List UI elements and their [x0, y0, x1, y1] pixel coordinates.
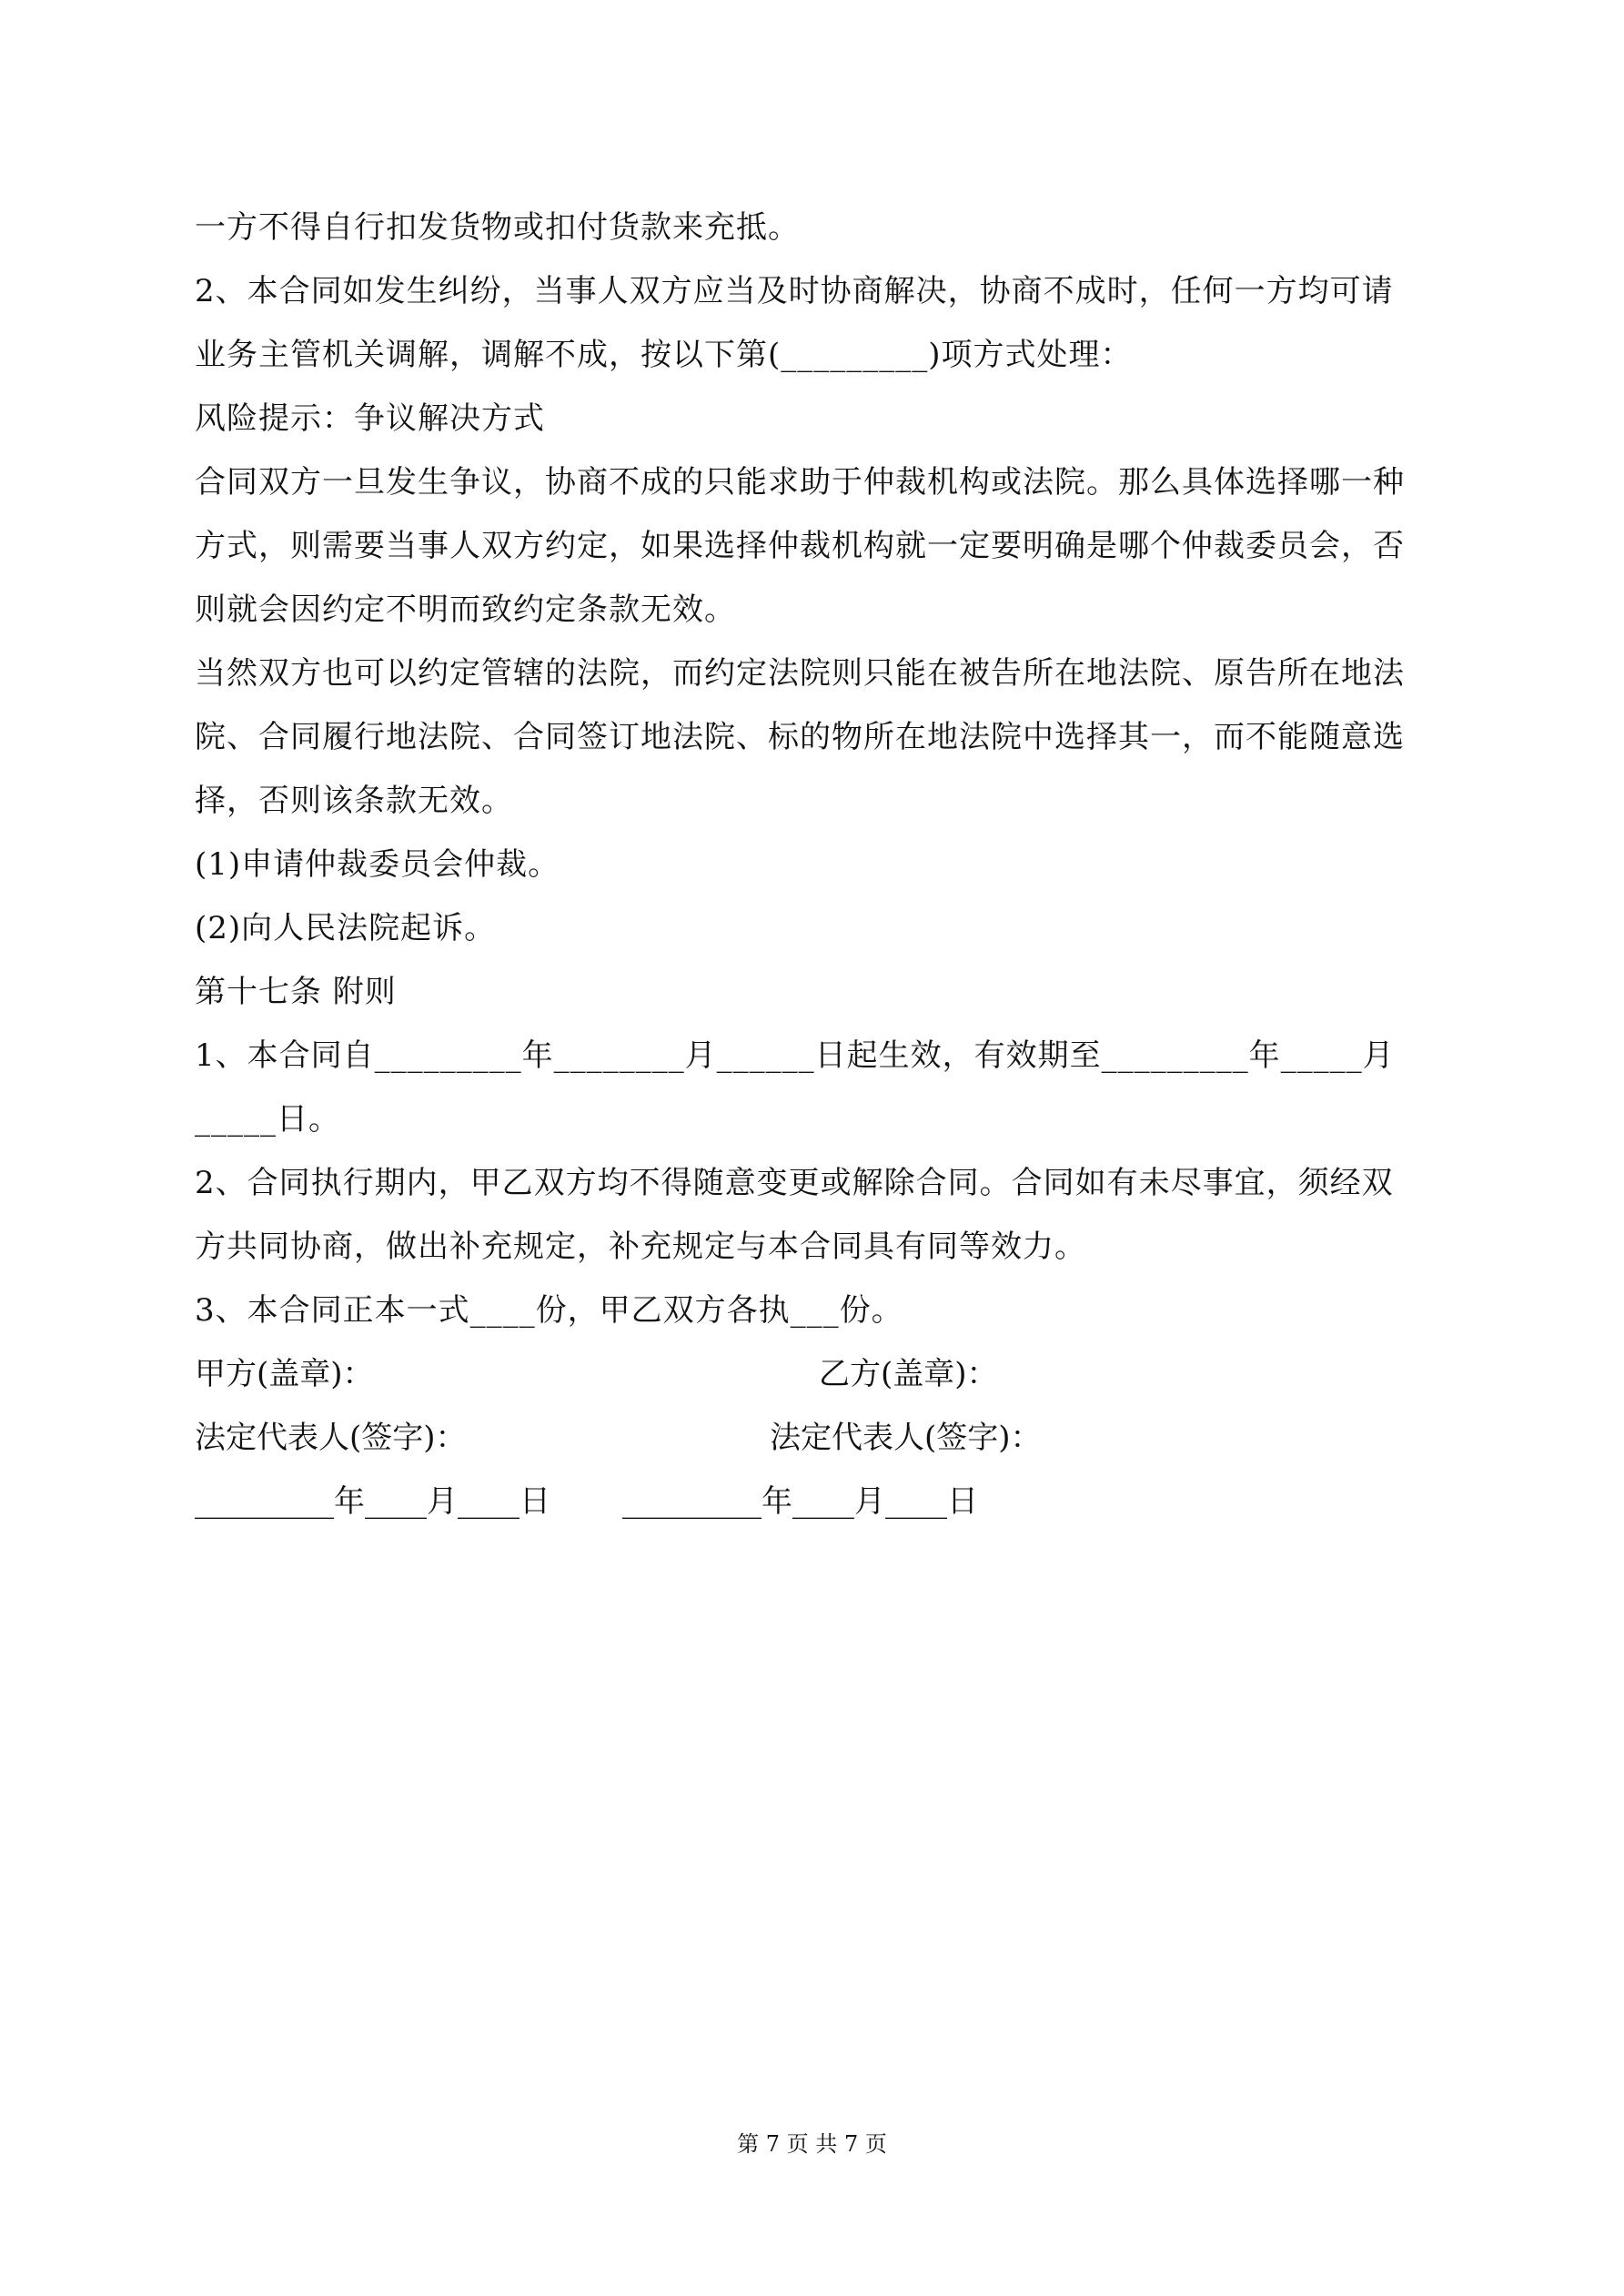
- paragraph-line: 1、本合同自_________年________月______日起生效，有效期至_________年_____月: [195, 1037, 1395, 1074]
- party-a-date: _________年____月____日: [195, 1483, 550, 1520]
- list-item: (2)向人民法院起诉。: [195, 910, 497, 946]
- page-footer: [0, 2129, 1624, 2159]
- representative-row: [195, 1406, 1441, 1470]
- paragraph-line: 2、合同执行期内，甲乙双方均不得随意变更或解除合同。合同如有未尽事宜，须经双: [195, 1165, 1394, 1201]
- paragraph-line: 一方不得自行扣发货物或扣付货款来充抵。: [195, 209, 800, 246]
- paragraph-line: 2、本合同如发生纠纷，当事人双方应当及时协商解决，协商不成时，任何一方均可请: [195, 273, 1394, 309]
- paragraph-line: 业务主管机关调解，调解不成，按以下第(_________)项方式处理：: [195, 337, 1133, 373]
- paragraph-line: 3、本合同正本一式____份，甲乙双方各执___份。: [195, 1292, 903, 1329]
- page-number: 第 7 页 共 7 页: [737, 2131, 887, 2157]
- paragraph-line: _____日。: [195, 1101, 340, 1138]
- section-heading: 风险提示：争议解决方式: [195, 400, 545, 437]
- date-row: [195, 1470, 1441, 1533]
- paragraph-line: 方式，则需要当事人双方约定，如果选择仲裁机构就一定要明确是哪个仲裁委员会，否: [195, 528, 1405, 564]
- paragraph-line: 院、合同履行地法院、合同签订地法院、标的物所在地法院中选择其一，而不能随意选: [195, 719, 1405, 755]
- party-a-seal-label: 甲方(盖章)：: [195, 1356, 374, 1392]
- article-heading: 第十七条 附则: [195, 974, 397, 1010]
- party-b-seal-label: 乙方(盖章)：: [819, 1356, 998, 1392]
- paragraph-line: 当然双方也可以约定管辖的法院，而约定法院则只能在被告所在地法院、原告所在地法: [195, 655, 1405, 692]
- paragraph-line: 合同双方一旦发生争议，协商不成的只能求助于仲裁机构或法院。那么具体选择哪一种: [195, 464, 1405, 501]
- list-item: (1)申请仲裁委员会仲裁。: [195, 846, 560, 883]
- paragraph-line: 则就会因约定不明而致约定条款无效。: [195, 592, 736, 628]
- paragraph-line: 方共同协商，做出补充规定，补充规定与本合同具有同等效力。: [195, 1229, 1086, 1265]
- party-b-date: _________年____月____日: [622, 1483, 978, 1520]
- party-a-rep-label: 法定代表人(签字)：: [195, 1420, 467, 1456]
- party-b-rep-label: 法定代表人(签字)：: [770, 1420, 1042, 1456]
- paragraph-line: 择，否则该条款无效。: [195, 783, 513, 819]
- contract-body: [195, 196, 1441, 1533]
- seal-row: [195, 1342, 1441, 1406]
